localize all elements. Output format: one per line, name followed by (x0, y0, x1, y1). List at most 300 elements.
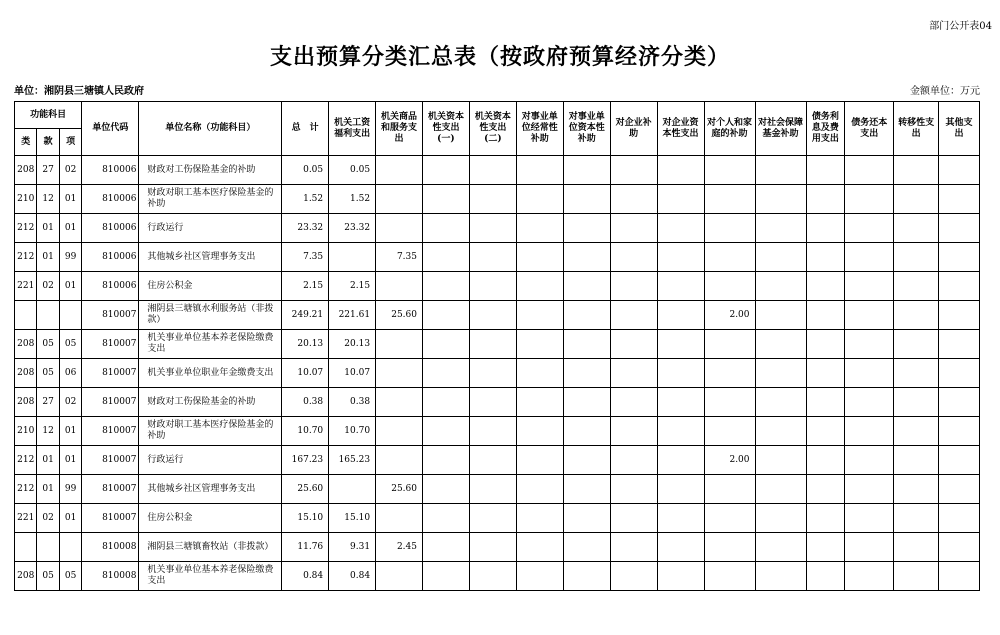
cell-value (422, 214, 469, 243)
cell-lei: 208 (15, 156, 37, 185)
cell-lei: 212 (15, 243, 37, 272)
header-econ: 机关工资福利支出 (329, 102, 376, 156)
cell-value (563, 243, 610, 272)
cell-name: 其他城乡社区管理事务支出 (139, 243, 282, 272)
cell-value (376, 446, 423, 475)
cell-value: 23.32 (329, 214, 376, 243)
cell-value (939, 214, 980, 243)
cell-value (422, 475, 469, 504)
cell-kuan: 05 (37, 562, 59, 591)
cell-value (563, 388, 610, 417)
header-lei: 类 (15, 129, 37, 156)
cell-value (422, 562, 469, 591)
cell-value (806, 359, 845, 388)
cell-value (894, 562, 939, 591)
cell-value (939, 156, 980, 185)
cell-value (610, 272, 657, 301)
table-row (15, 243, 980, 272)
cell-value (610, 359, 657, 388)
cell-value (806, 446, 845, 475)
cell-code: 810006 (82, 214, 139, 243)
cell-value (610, 562, 657, 591)
cell-value (563, 185, 610, 214)
cell-lei: 212 (15, 214, 37, 243)
cell-value (422, 301, 469, 330)
cell-value (755, 417, 806, 446)
cell-value (704, 272, 755, 301)
cell-value (516, 301, 563, 330)
cell-value (806, 388, 845, 417)
cell-value (845, 504, 894, 533)
cell-value (516, 156, 563, 185)
cell-value (939, 533, 980, 562)
cell-code: 810006 (82, 243, 139, 272)
cell-value (845, 185, 894, 214)
cell-value (894, 388, 939, 417)
cell-value (755, 446, 806, 475)
cell-xiang: 01 (59, 272, 81, 301)
cell-value (755, 359, 806, 388)
cell-value (516, 359, 563, 388)
cell-value (806, 185, 845, 214)
cell-value: 0.38 (329, 388, 376, 417)
cell-value (610, 214, 657, 243)
cell-value (563, 504, 610, 533)
cell-value (469, 504, 516, 533)
cell-lei (15, 533, 37, 562)
cell-name: 湘阴县三塘镇畜牧站（非拨款） (139, 533, 282, 562)
table-row (15, 388, 980, 417)
cell-value (806, 243, 845, 272)
cell-total: 11.76 (282, 533, 329, 562)
cell-value (469, 185, 516, 214)
header-econ: 机关商品和服务支出 (376, 102, 423, 156)
cell-value (806, 475, 845, 504)
cell-value: 25.60 (376, 301, 423, 330)
cell-value (469, 272, 516, 301)
cell-value (563, 533, 610, 562)
table-row (15, 446, 980, 475)
cell-value (806, 562, 845, 591)
cell-name: 财政对职工基本医疗保险基金的补助 (139, 185, 282, 214)
cell-value (704, 243, 755, 272)
cell-lei: 210 (15, 417, 37, 446)
header-econ: 转移性支出 (894, 102, 939, 156)
cell-value (894, 417, 939, 446)
cell-code: 810006 (82, 185, 139, 214)
cell-name: 机关事业单位基本养老保险缴费支出 (139, 330, 282, 359)
cell-lei: 208 (15, 330, 37, 359)
header-name: 单位名称（功能科目） (139, 102, 282, 156)
budget-table (14, 101, 980, 591)
cell-code: 810007 (82, 388, 139, 417)
cell-value (516, 388, 563, 417)
cell-kuan (37, 533, 59, 562)
cell-lei: 221 (15, 504, 37, 533)
cell-xiang: 01 (59, 504, 81, 533)
table-row (15, 417, 980, 446)
cell-value (516, 243, 563, 272)
cell-value (704, 475, 755, 504)
money-unit-label: 金额单位：万元 (910, 86, 980, 97)
cell-value (939, 417, 980, 446)
cell-value (657, 185, 704, 214)
cell-total: 1.52 (282, 185, 329, 214)
cell-value (422, 243, 469, 272)
table-row (15, 156, 980, 185)
cell-value (894, 214, 939, 243)
cell-xiang: 01 (59, 446, 81, 475)
cell-value (469, 156, 516, 185)
cell-value (894, 533, 939, 562)
cell-value (610, 446, 657, 475)
cell-value (845, 446, 894, 475)
cell-xiang: 01 (59, 417, 81, 446)
cell-value (469, 301, 516, 330)
cell-value (516, 533, 563, 562)
cell-value (845, 475, 894, 504)
cell-value: 10.70 (329, 417, 376, 446)
cell-total: 10.07 (282, 359, 329, 388)
cell-value (469, 417, 516, 446)
cell-value (657, 214, 704, 243)
cell-value (806, 156, 845, 185)
header-econ: 对社会保障基金补助 (755, 102, 806, 156)
cell-name: 财政对职工基本医疗保险基金的补助 (139, 417, 282, 446)
cell-value (563, 214, 610, 243)
cell-value (806, 272, 845, 301)
cell-value (845, 301, 894, 330)
header-econ: 对事业单位经常性补助 (516, 102, 563, 156)
cell-value (376, 504, 423, 533)
cell-value (563, 301, 610, 330)
cell-value: 7.35 (376, 243, 423, 272)
cell-value (657, 475, 704, 504)
cell-value (894, 446, 939, 475)
cell-value (939, 301, 980, 330)
cell-kuan (37, 301, 59, 330)
cell-kuan: 05 (37, 330, 59, 359)
cell-value (422, 446, 469, 475)
cell-value (422, 417, 469, 446)
cell-name: 财政对工伤保险基金的补助 (139, 388, 282, 417)
cell-value (469, 446, 516, 475)
cell-value (704, 562, 755, 591)
table-row (15, 301, 980, 330)
header-xiang: 项 (59, 129, 81, 156)
cell-value: 0.05 (329, 156, 376, 185)
cell-value: 20.13 (329, 330, 376, 359)
cell-lei: 208 (15, 359, 37, 388)
cell-lei (15, 301, 37, 330)
cell-value (563, 156, 610, 185)
cell-xiang: 99 (59, 243, 81, 272)
cell-value (610, 504, 657, 533)
cell-value (939, 272, 980, 301)
cell-value (845, 359, 894, 388)
cell-value (516, 272, 563, 301)
table-row (15, 562, 980, 591)
cell-kuan: 01 (37, 243, 59, 272)
cell-value (755, 272, 806, 301)
cell-name: 机关事业单位基本养老保险缴费支出 (139, 562, 282, 591)
cell-lei: 210 (15, 185, 37, 214)
cell-value (894, 243, 939, 272)
cell-value (894, 359, 939, 388)
cell-value: 2.45 (376, 533, 423, 562)
cell-value: 15.10 (329, 504, 376, 533)
cell-value (376, 417, 423, 446)
cell-value (657, 301, 704, 330)
cell-value (516, 214, 563, 243)
cell-value (469, 359, 516, 388)
cell-code: 810007 (82, 359, 139, 388)
cell-kuan: 27 (37, 388, 59, 417)
cell-name: 其他城乡社区管理事务支出 (139, 475, 282, 504)
header-kuan: 款 (37, 129, 59, 156)
cell-total: 25.60 (282, 475, 329, 504)
cell-value (845, 388, 894, 417)
cell-value (469, 388, 516, 417)
cell-kuan: 27 (37, 156, 59, 185)
cell-value (422, 330, 469, 359)
cell-kuan: 01 (37, 446, 59, 475)
table-row (15, 533, 980, 562)
cell-value (894, 330, 939, 359)
table-row (15, 475, 980, 504)
cell-total: 0.38 (282, 388, 329, 417)
cell-value (939, 330, 980, 359)
cell-xiang: 01 (59, 185, 81, 214)
cell-value (845, 272, 894, 301)
cell-kuan: 05 (37, 359, 59, 388)
cell-value (610, 185, 657, 214)
cell-value (894, 185, 939, 214)
cell-total: 167.23 (282, 446, 329, 475)
cell-value (422, 156, 469, 185)
cell-xiang: 06 (59, 359, 81, 388)
cell-value (657, 504, 704, 533)
cell-value (894, 504, 939, 533)
header-econ: 对个人和家庭的补助 (704, 102, 755, 156)
cell-value (610, 156, 657, 185)
cell-value (563, 562, 610, 591)
cell-value (610, 417, 657, 446)
cell-value (755, 475, 806, 504)
cell-code: 810008 (82, 533, 139, 562)
cell-value (329, 243, 376, 272)
cell-value (422, 359, 469, 388)
cell-value (469, 214, 516, 243)
cell-value (610, 533, 657, 562)
cell-value (376, 359, 423, 388)
cell-value (422, 185, 469, 214)
cell-value (657, 533, 704, 562)
cell-code: 810008 (82, 562, 139, 591)
cell-value (939, 504, 980, 533)
header-econ: 其他支出 (939, 102, 980, 156)
cell-kuan: 01 (37, 475, 59, 504)
unit-label: 单位：湘阴县三塘镇人民政府 (14, 86, 144, 97)
cell-value (894, 301, 939, 330)
cell-value (422, 504, 469, 533)
cell-value (376, 272, 423, 301)
header-total: 总 计 (282, 102, 329, 156)
header-econ: 对企业资本性支出 (657, 102, 704, 156)
cell-value: 25.60 (376, 475, 423, 504)
cell-value (755, 533, 806, 562)
cell-code: 810007 (82, 330, 139, 359)
cell-value (806, 417, 845, 446)
cell-lei: 221 (15, 272, 37, 301)
cell-total: 23.32 (282, 214, 329, 243)
cell-xiang: 01 (59, 214, 81, 243)
cell-value (329, 475, 376, 504)
cell-value (376, 330, 423, 359)
table-row (15, 330, 980, 359)
cell-code: 810006 (82, 156, 139, 185)
cell-value (657, 330, 704, 359)
cell-xiang: 02 (59, 156, 81, 185)
cell-value (657, 156, 704, 185)
cell-value (939, 475, 980, 504)
cell-value (610, 243, 657, 272)
doc-tag: 部门公开表04 (929, 21, 992, 32)
cell-value (516, 185, 563, 214)
cell-value (469, 562, 516, 591)
cell-lei: 208 (15, 562, 37, 591)
header-econ: 债务还本支出 (845, 102, 894, 156)
cell-xiang: 99 (59, 475, 81, 504)
cell-code: 810007 (82, 504, 139, 533)
cell-value (610, 301, 657, 330)
cell-value (704, 156, 755, 185)
header-func-group: 功能科目 (15, 102, 82, 129)
cell-value (755, 243, 806, 272)
cell-value (894, 475, 939, 504)
table-row (15, 359, 980, 388)
cell-value (376, 185, 423, 214)
cell-total: 0.84 (282, 562, 329, 591)
table-row (15, 504, 980, 533)
cell-xiang (59, 301, 81, 330)
header-econ: 债务利息及费用支出 (806, 102, 845, 156)
cell-code: 810007 (82, 446, 139, 475)
cell-value (376, 156, 423, 185)
header-econ: 对企业补助 (610, 102, 657, 156)
cell-kuan: 12 (37, 417, 59, 446)
cell-value (704, 359, 755, 388)
cell-value (939, 446, 980, 475)
cell-value (563, 272, 610, 301)
cell-value (422, 533, 469, 562)
cell-value: 221.61 (329, 301, 376, 330)
cell-total: 10.70 (282, 417, 329, 446)
page-title: 支出预算分类汇总表（按政府预算经济分类） (269, 44, 730, 70)
cell-value (563, 330, 610, 359)
cell-lei: 212 (15, 475, 37, 504)
cell-value (469, 243, 516, 272)
cell-value (376, 388, 423, 417)
cell-total: 2.15 (282, 272, 329, 301)
table-row (15, 272, 980, 301)
cell-value: 1.52 (329, 185, 376, 214)
cell-value (755, 214, 806, 243)
cell-total: 20.13 (282, 330, 329, 359)
cell-value (610, 388, 657, 417)
cell-value (516, 504, 563, 533)
cell-value (845, 156, 894, 185)
cell-value (806, 214, 845, 243)
cell-kuan: 02 (37, 504, 59, 533)
header-econ: 对事业单位资本性补助 (563, 102, 610, 156)
cell-value (755, 185, 806, 214)
cell-code: 810007 (82, 417, 139, 446)
cell-value (755, 301, 806, 330)
cell-xiang: 05 (59, 330, 81, 359)
cell-lei: 212 (15, 446, 37, 475)
cell-value (610, 475, 657, 504)
cell-value (516, 562, 563, 591)
cell-value (845, 330, 894, 359)
cell-value (422, 388, 469, 417)
cell-value (657, 562, 704, 591)
cell-value (939, 359, 980, 388)
cell-value (376, 562, 423, 591)
cell-value: 2.15 (329, 272, 376, 301)
cell-value: 0.84 (329, 562, 376, 591)
cell-value (704, 330, 755, 359)
cell-value (657, 272, 704, 301)
cell-xiang: 05 (59, 562, 81, 591)
cell-value (516, 330, 563, 359)
cell-kuan: 01 (37, 214, 59, 243)
cell-value (806, 533, 845, 562)
cell-value (610, 330, 657, 359)
cell-name: 行政运行 (139, 446, 282, 475)
cell-value (845, 533, 894, 562)
cell-value (755, 504, 806, 533)
cell-value (755, 562, 806, 591)
cell-value (939, 562, 980, 591)
cell-value (755, 330, 806, 359)
cell-value (845, 417, 894, 446)
table-row (15, 185, 980, 214)
cell-value (806, 301, 845, 330)
cell-value (939, 388, 980, 417)
header-econ: 机关资本性支出(一) (422, 102, 469, 156)
cell-name: 住房公积金 (139, 504, 282, 533)
cell-total: 249.21 (282, 301, 329, 330)
cell-value (657, 388, 704, 417)
cell-value (657, 359, 704, 388)
cell-value: 9.31 (329, 533, 376, 562)
cell-value (704, 388, 755, 417)
cell-value (704, 417, 755, 446)
cell-value (657, 243, 704, 272)
cell-total: 15.10 (282, 504, 329, 533)
cell-value (469, 533, 516, 562)
cell-total: 0.05 (282, 156, 329, 185)
header-econ: 机关资本性支出(二) (469, 102, 516, 156)
cell-value: 2.00 (704, 301, 755, 330)
cell-total: 7.35 (282, 243, 329, 272)
cell-name: 住房公积金 (139, 272, 282, 301)
cell-kuan: 02 (37, 272, 59, 301)
cell-value (704, 214, 755, 243)
cell-value (894, 272, 939, 301)
cell-value (755, 156, 806, 185)
